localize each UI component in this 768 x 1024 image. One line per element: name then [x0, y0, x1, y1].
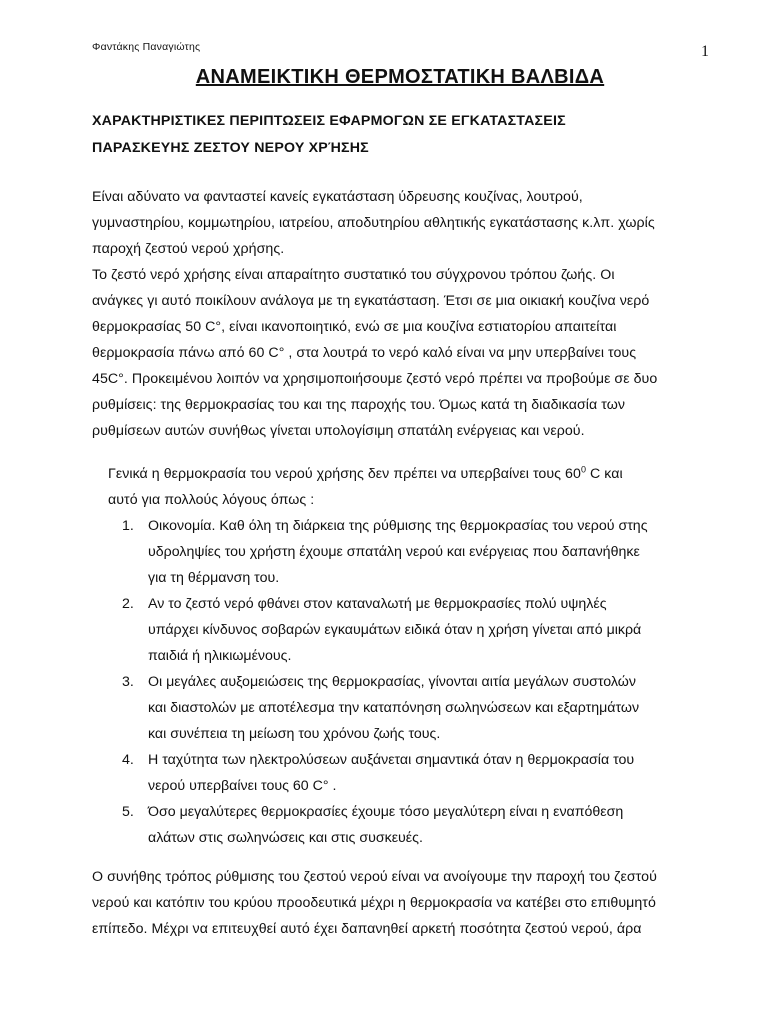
- text-line: Αν το ζεστό νερό φθάνει στον καταναλωτή με θερμοκρασίες πολύ υψηλές: [148, 596, 607, 612]
- list-item-body: [148, 591, 722, 669]
- list-item-number: 2.: [122, 596, 134, 612]
- subtitle-line: ΠΑΡΑΣΚΕΥΗΣ ΖΕΣΤΟΥ ΝΕΡΟΥ ΧΡΉΣΗΣ: [92, 140, 369, 156]
- text-line: ανάγκες γι αυτό ποικίλουν ανάλογα με τη εγκατάσταση. Έτσι σε μια οικιακή κουζίνα νερό: [92, 293, 650, 309]
- text-line: Οι μεγάλες αυξομειώσεις της θερμοκρασίας, γίνονται αιτία μεγάλων συστολών: [148, 674, 636, 690]
- text-line: υπάρχει κίνδυνος σοβαρών εγκαυμάτων ειδικά όταν η χρήση γίνεται από μικρά: [148, 622, 642, 638]
- text-run: Γενικά η θερμοκρασία του νερού χρήσης δεν πρέπει να υπερβαίνει τους 60: [108, 466, 581, 482]
- text-line: παροχή ζεστού νερού χρήσης.: [92, 241, 285, 257]
- text-line: Είναι αδύνατο να φανταστεί κανείς εγκατάσταση ύδρευσης κουζίνας, λουτρού,: [92, 189, 583, 205]
- text-line: νερού υπερβαίνει τους 60 C° .: [148, 778, 337, 794]
- document-title: ΑΝΑΜΕΙΚΤΙΚΗ ΘΕΡΜΟΣΤΑΤΙΚΗ ΒΑΛΒΙΔΑ: [195, 66, 605, 88]
- intro-paragraph: [92, 184, 718, 262]
- text-line: Η ταχύτητα των ηλεκτρολύσεων αυξάνεται σημαντικά όταν η θερμοκρασία του: [148, 752, 635, 768]
- text-line: 45C°. Προκειμένου λοιπόν να χρησιμοποιήσουμε ζεστό νερό πρέπει να προβούμε σε δυο: [92, 371, 658, 387]
- text-line: θερμοκρασίας 50 C°, είναι ικανοποιητικό, ενώ σε μια κουζίνα εστιατορίου απαιτείται: [92, 319, 617, 335]
- list-item-number: 3.: [122, 674, 134, 690]
- text-line: υδροληψίες του χρήστη έχουμε σπατάλη νερού και ενέργειας που δαπανήθηκε: [148, 544, 640, 560]
- list-item-body: [148, 799, 722, 851]
- text-line: και διαστολών με αποτέλεσμα την καταπόνηση σωληνώσεων και εξαρτημάτων: [148, 700, 640, 716]
- subtitle-line: ΧΑΡΑΚΤΗΡΙΣΤΙΚΕΣ ΠΕΡΙΠΤΩΣΕΙΣ ΕΦΑΡΜΟΓΩΝ ΣΕ ΕΓΚΑΤΑΣΤΑΣΕΙΣ: [92, 113, 566, 129]
- limit-paragraph: [98, 461, 708, 513]
- list-item: [122, 799, 722, 851]
- text-line: αυτό για πολλούς λόγους όπως :: [108, 492, 315, 508]
- regulation-paragraph: [92, 864, 718, 942]
- document-subtitle: [92, 108, 692, 162]
- text-line: Το ζεστό νερό χρήσης είναι απαραίτητο συστατικό του σύγχρονου τρόπου ζωής. Οι: [92, 267, 615, 283]
- text-line: παιδιά ή ηλικιωμένους.: [148, 648, 292, 664]
- text-line: αλάτων στις σωληνώσεις και στις συσκευές.: [148, 830, 423, 846]
- text-line: θερμοκρασία πάνω από 60 C° , στα λουτρά το νερό καλό είναι να μην υπερβαίνει τους: [92, 345, 637, 361]
- header-author: Φαντάκης Παναγιώτης: [92, 41, 201, 53]
- list-item: [122, 669, 722, 747]
- list-item-number: 1.: [122, 518, 134, 534]
- text-line: επίπεδο. Μέχρι να επιτευχθεί αυτό έχει δαπανηθεί αρκετή ποσότητα ζεστού νερού, άρα: [92, 921, 642, 937]
- text-line: γυμναστηρίου, κομμωτηρίου, ιατρείου, αποδυτηρίου αθλητικής εγκατάστασης κ.λπ. χωρίς: [92, 215, 655, 231]
- list-item-body: [148, 747, 722, 799]
- temperature-paragraph: [92, 262, 718, 444]
- text-line: και συνέπεια τη μείωση του χρόνου ζωής τους.: [148, 726, 441, 742]
- text-line: [98, 461, 708, 487]
- list-item-number: 4.: [122, 752, 134, 768]
- list-item-body: [148, 669, 722, 747]
- list-item-number: 5.: [122, 804, 134, 820]
- page-number: 1: [701, 43, 709, 60]
- reasons-list: [122, 513, 722, 851]
- list-item: [122, 747, 722, 799]
- text-line: Οικονομία. Καθ όλη τη διάρκεια της ρύθμισης της θερμοκρασίας του νερού στης: [148, 518, 648, 534]
- superscript: 0: [580, 464, 586, 475]
- text-line: Ο συνήθης τρόπος ρύθμισης του ζεστού νερού είναι να ανοίγουμε την παροχή του ζεστού: [92, 869, 657, 885]
- list-item: [122, 513, 722, 591]
- text-run: C και: [586, 466, 623, 482]
- text-line: για τη θέρμανση του.: [148, 570, 280, 586]
- list-item-body: [148, 513, 722, 591]
- text-line: ρυθμίσεων αυτών συνήθως γίνεται υπολογίσιμη σπατάλη ενέργειας και νερού.: [92, 423, 585, 439]
- text-line: Όσο μεγαλύτερες θερμοκρασίες έχουμε τόσο μεγαλύτερη είναι η εναπόθεση: [148, 804, 624, 820]
- text-line: ρυθμίσεις: της θερμοκρασίας του και της παροχής του. Όμως κατά τη διαδικασία των: [92, 397, 625, 413]
- text-line: νερού και κατόπιν του κρύου προοδευτικά μέχρι η θερμοκρασία να κατέβει στο επιθυμητό: [92, 895, 656, 911]
- list-item: [122, 591, 722, 669]
